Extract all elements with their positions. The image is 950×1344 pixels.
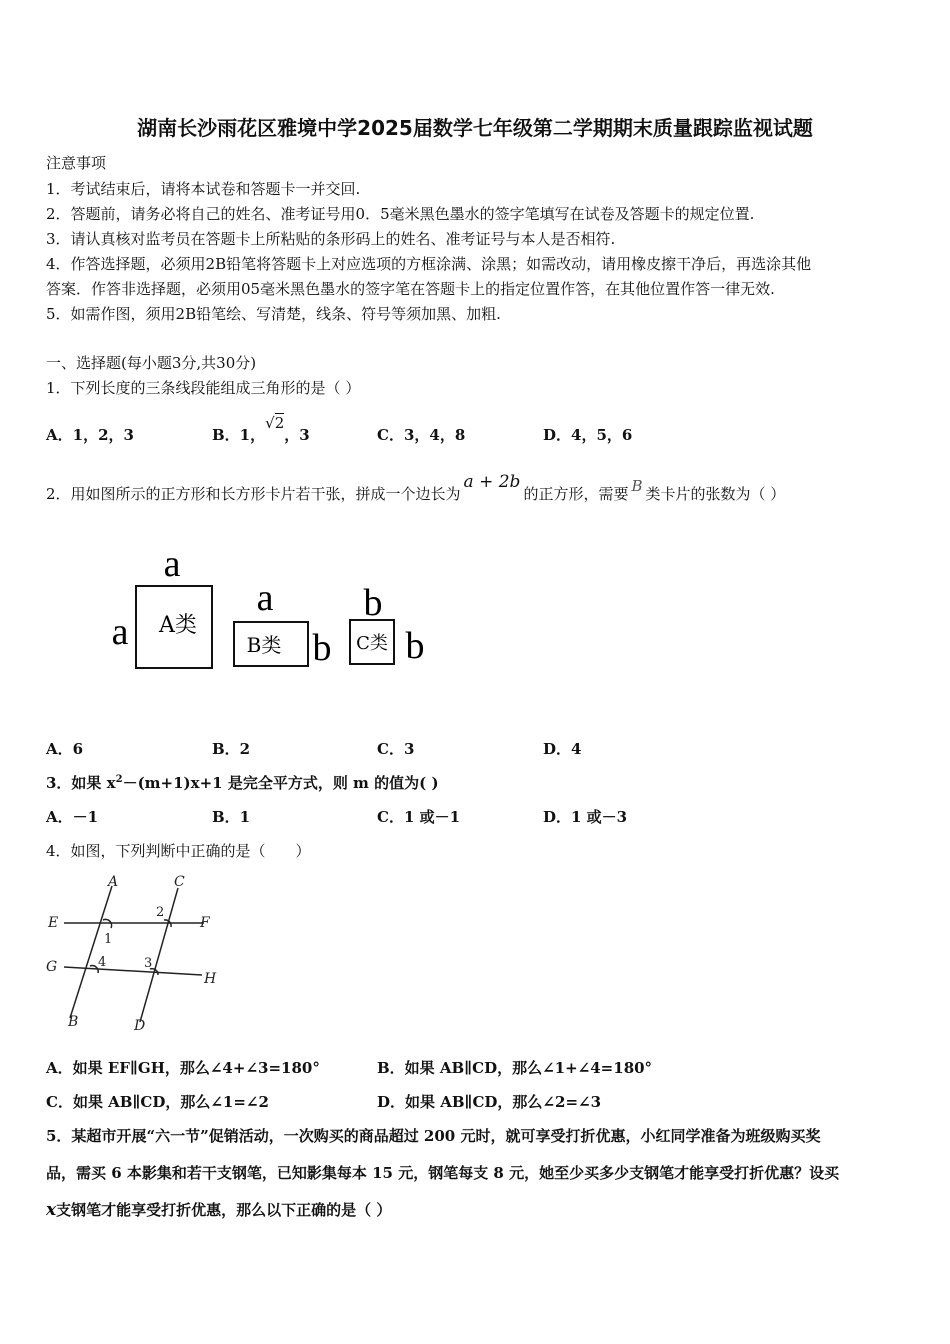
q1-option-b: [212, 414, 310, 445]
q3-exponent: 2: [115, 774, 123, 785]
q3-option-d: D．1 或－3: [543, 808, 628, 826]
question-5-line-3: [46, 1199, 391, 1220]
question-5-line-1: 5．某超市开展“六一节”促销活动，一次购买的商品超过 200 元时，就可享受打折优惠，小红同学准备为班级购买奖: [46, 1127, 821, 1145]
q3-stem-end: －(m+1)x+1 是完全平方式，则 m 的值为( ): [122, 774, 439, 792]
angle-1-label: 1: [104, 932, 113, 947]
q1-option-b-suffix: ，3: [284, 426, 310, 444]
q5-variable: x: [46, 1200, 57, 1220]
note-item: 4．作答选择题，必须用2B铅笔将答题卡上对应选项的方框涂满、涂黑；如需改动，请用橡皮擦干净后，再选涂其他: [46, 255, 812, 273]
question-4-stem: 4．如图，下列判断中正确的是（ ）: [46, 842, 311, 860]
note-item: 3．请认真核对监考员在答题卡上所粘贴的条形码上的姓名、准考证号与本人是否相符.: [46, 230, 616, 248]
label-e: E: [48, 915, 59, 931]
card-c-label: C类: [356, 633, 388, 654]
page-title: 湖南长沙雨花区雅境中学2025届数学七年级第二学期期末质量跟踪监视试题: [137, 116, 813, 140]
q2-card-type: B: [631, 477, 643, 495]
q2-option-d: D．4: [543, 740, 582, 758]
cards-figure: [100, 540, 440, 680]
sqrt-expression: [265, 414, 284, 432]
card-a-left-label: a: [111, 611, 129, 653]
note-item: 2．答题前，请务必将自己的姓名、准考证号用0．5毫米黑色墨水的签字笔填写在试卷及答题卡的规定位置.: [46, 205, 755, 223]
q2-stem-end: 类卡片的张数为（ ）: [645, 485, 786, 503]
parallel-lines-figure: [40, 870, 230, 1040]
q5-line-3-text: 支钢笔才能享受打折优惠，那么以下正确的是（ ）: [56, 1201, 392, 1219]
q3-stem-start: 3．如果 x: [46, 774, 116, 792]
note-item: 答案．作答非选择题，必须用05毫米黑色墨水的签字笔在答题卡上的指定位置作答，在其他位置作答一律无效.: [46, 280, 775, 298]
q2-expression: a + 2b: [463, 472, 521, 492]
card-c-right-label: b: [405, 625, 425, 667]
label-h: H: [204, 971, 217, 987]
card-b-top-label: a: [256, 577, 274, 619]
card-b-right-label: b: [312, 627, 332, 669]
question-2-stem: [46, 472, 786, 504]
q1-option-d: D．4，5，6: [543, 426, 633, 444]
section-heading: 一、选择题(每小题3分,共30分): [46, 354, 257, 372]
q4-option-a: A．如果 EF∥GH，那么∠4+∠3=180°: [46, 1059, 320, 1077]
question-3-stem: [46, 772, 439, 793]
note-item: 5．如需作图，须用2B铅笔绘、写清楚，线条、符号等须加黑、加粗.: [46, 305, 501, 323]
sqrt-radicand: 2: [274, 414, 285, 432]
label-d: D: [134, 1018, 146, 1034]
label-f: F: [200, 915, 210, 931]
q1-option-b-prefix: B．1，: [212, 426, 266, 444]
q2-option-b: B．2: [212, 740, 251, 758]
question-1-stem: 1．下列长度的三条线段能组成三角形的是（ ）: [46, 379, 361, 397]
q4-option-b: B．如果 AB∥CD，那么∠1+∠4=180°: [377, 1059, 653, 1077]
q2-option-a: A．6: [46, 740, 84, 758]
label-c: C: [174, 874, 185, 890]
q2-stem-start: 2．用如图所示的正方形和长方形卡片若干张，拼成一个边长为: [46, 485, 461, 503]
label-b: B: [68, 1014, 79, 1030]
angle-4-label: 4: [98, 955, 107, 970]
card-a-label: A类: [159, 613, 197, 638]
question-5-line-2: 品，需买 6 本影集和若干支钢笔，已知影集每本 15 元，钢笔每支 8 元，她至少买多少支钢笔才能享受打折优惠？设买: [46, 1164, 840, 1182]
angle-2-label: 2: [156, 905, 165, 920]
label-g: G: [46, 959, 58, 975]
label-a: A: [108, 874, 119, 890]
q3-option-c: C．1 或－1: [377, 808, 461, 826]
card-a-top-label: a: [163, 543, 181, 585]
q1-option-a: A．1，2，3: [46, 426, 134, 444]
angle-3-label: 3: [144, 956, 153, 971]
notes-heading: 注意事项: [46, 154, 107, 172]
note-item: 1．考试结束后，请将本试卷和答题卡一并交回.: [46, 180, 361, 198]
q4-option-c: C．如果 AB∥CD，那么∠1=∠2: [46, 1093, 269, 1111]
card-b-label: B类: [246, 633, 282, 657]
q3-option-a: A．－1: [46, 808, 99, 826]
q4-option-d: D．如果 AB∥CD，那么∠2=∠3: [377, 1093, 602, 1111]
q3-option-b: B．1: [212, 808, 251, 826]
card-c-top-label: b: [363, 582, 383, 624]
q2-option-c: C．3: [377, 740, 415, 758]
sqrt-sign-icon: √: [265, 414, 275, 432]
line-ab: [70, 886, 112, 1018]
q2-stem-middle: 的正方形，需要: [523, 485, 629, 503]
q1-option-c: C．3，4，8: [377, 426, 466, 444]
